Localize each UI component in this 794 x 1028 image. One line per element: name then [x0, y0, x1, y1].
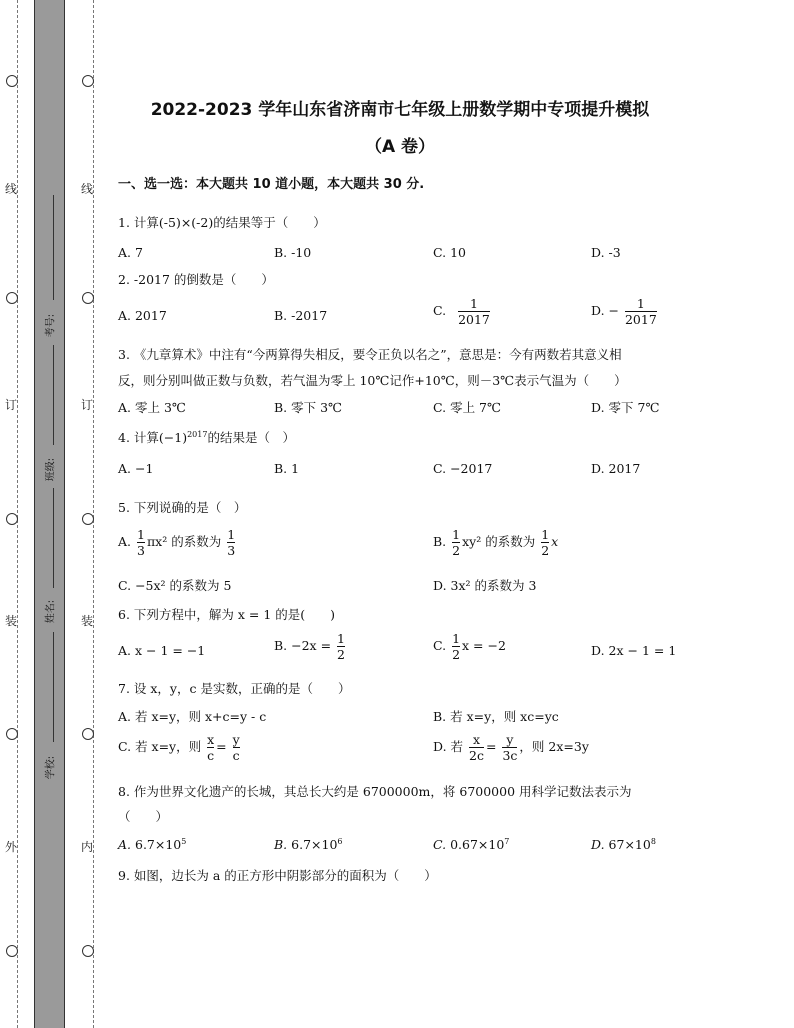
option-d: D. − $\frac{1}{2017}$	[591, 296, 657, 327]
field-label-school: 学校:	[45, 755, 57, 780]
option-d: D. -3	[591, 245, 621, 260]
field-line	[53, 195, 54, 300]
option-b: B. $6.7\times 10^6$	[274, 837, 343, 853]
field-label-name: 姓名:	[45, 599, 57, 624]
inner-cut-line	[93, 0, 94, 1028]
binding-hole	[6, 945, 18, 957]
option-c: C. $0.67\times 10^7$	[433, 837, 510, 853]
margin-char: 线	[4, 182, 17, 196]
question-2: 2. -2017 的倒数是（ ）	[118, 272, 274, 287]
question-8-line2: （ ）	[118, 809, 169, 824]
option-a: A. $6.7\times 10^5$	[118, 837, 187, 853]
option-b: B. -10	[274, 245, 312, 260]
option-c: C. −2017	[433, 461, 493, 476]
binding-hole	[6, 75, 18, 87]
binding-band	[34, 0, 65, 1028]
margin-char: 订	[4, 398, 17, 412]
option-d: D. 零下 7℃	[591, 400, 660, 415]
option-a: A. 若 x=y，则 x+c=y - c	[118, 709, 267, 724]
question-1: 1. 计算(-5)×(-2)的结果等于（ ）	[118, 215, 326, 230]
binding-hole	[82, 75, 94, 87]
option-a: A. 2017	[118, 308, 167, 323]
option-b: B. 1	[274, 461, 300, 476]
page-title: 2022-2023 学年山东省济南市七年级上册数学期中专项提升模拟	[150, 100, 650, 120]
option-c: C. −5x² 的系数为 5	[118, 578, 232, 593]
option-d: D. 2017	[591, 461, 641, 476]
margin-char: 外	[4, 840, 17, 854]
binding-hole	[6, 728, 18, 740]
option-b: B. -2017	[274, 308, 328, 323]
option-b: B. 零下 3℃	[274, 400, 343, 415]
option-b: B. $\frac{1}{2}$ xy² 的系数为 $\frac{1}{2}$ x	[433, 527, 559, 558]
option-c: C. 若 x=y，则 $\frac{x}{c}$ = $\frac{y}{c}$	[118, 732, 240, 763]
option-a: A. 零上 3℃	[118, 400, 186, 415]
option-d: D. $67\times 10^8$	[591, 837, 656, 853]
field-label-exam-no: 考号:	[45, 313, 57, 338]
option-c: C. $\frac{1}{2017}$	[433, 296, 490, 327]
question-6: 6. 下列方程中，解为 x = 1 的是( )	[118, 607, 336, 622]
option-b: B. 若 x=y，则 xc=yc	[433, 709, 559, 724]
question-4: 4. 计算$(-1)^{2017}$的结果是（ ）	[118, 429, 295, 445]
binding-hole	[82, 728, 94, 740]
page-subtitle: （A 卷）	[364, 137, 436, 157]
question-9: 9. 如图，边长为 a 的正方形中阴影部分的面积为（ ）	[118, 868, 437, 883]
question-5: 5. 下列说确的是（ ）	[118, 500, 247, 515]
question-3-line2: 反，则分别叫做正数与负数，若气温为零上 10℃记作+10℃，则－3℃表示气温为（ ）	[118, 373, 627, 388]
question-7: 7. 设 x，y，c 是实数，正确的是（ ）	[118, 681, 351, 696]
binding-hole	[82, 945, 94, 957]
option-d: D. 2x − 1 = 1	[591, 643, 677, 658]
binding-hole	[82, 292, 94, 304]
question-8-line1: 8. 作为世界文化遗产的长城，其总长大约是 6700000m，将 6700000 用科学记数法表示为	[118, 784, 632, 799]
option-a: A. −1	[118, 461, 154, 476]
option-a: A. 7	[118, 245, 143, 260]
binding-hole	[82, 513, 94, 525]
option-a: A. $\frac{1}{3}$ πx² 的系数为 $\frac{1}{3}$	[118, 527, 236, 558]
field-line	[53, 488, 54, 588]
outer-cut-line	[17, 0, 18, 1028]
option-d: D. 若 $\frac{x}{2c}$ = $\frac{y}{3c}$ ，则 2x=3y	[433, 732, 589, 763]
option-b: B. −2x = $\frac{1}{2}$	[274, 631, 345, 662]
field-line	[53, 345, 54, 445]
margin-char: 订	[80, 398, 93, 412]
option-c: C. $\frac{1}{2}$ x = −2	[433, 631, 506, 662]
section-heading: 一、选一选：本大题共 10 道小题，本大题共 30 分.	[118, 177, 425, 192]
margin-char: 装	[4, 614, 17, 628]
margin-char: 线	[80, 182, 93, 196]
margin-char: 内	[80, 840, 93, 854]
option-c: C. 10	[433, 245, 466, 260]
option-d: D. 3x² 的系数为 3	[433, 578, 537, 593]
binding-hole	[6, 513, 18, 525]
question-3-line1: 3. 《九章算术》中注有“今两算得失相反，要令正负以名之”，意思是：今有两数若其意义相	[118, 347, 622, 362]
field-line	[53, 632, 54, 742]
option-a: A. x − 1 = −1	[118, 643, 206, 658]
margin-char: 装	[80, 614, 93, 628]
binding-hole	[6, 292, 18, 304]
field-label-class: 班级:	[45, 457, 57, 482]
option-c: C. 零上 7℃	[433, 400, 501, 415]
